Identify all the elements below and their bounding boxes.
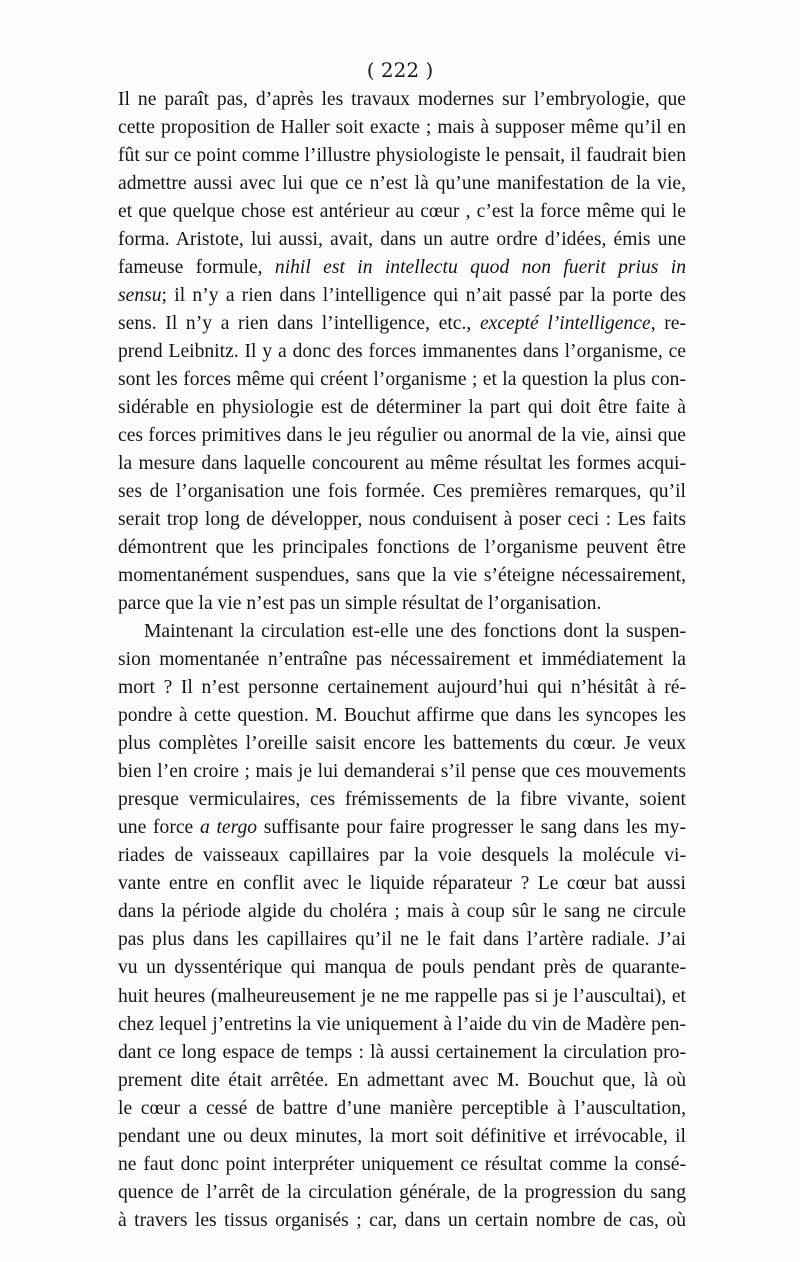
italic-phrase: excepté l’intelligence xyxy=(479,313,651,335)
italic-phrase: nihil est in intellectu quod non fuerit prius in xyxy=(274,257,687,279)
text-line xyxy=(118,674,686,702)
text-run: sion momentanée n’entraîne pas nécessairement et immédiatement la xyxy=(118,649,686,671)
text-line xyxy=(118,646,686,674)
paragraph xyxy=(118,86,686,618)
text-line xyxy=(118,814,686,842)
text-line xyxy=(118,842,686,870)
text-line xyxy=(118,1179,686,1207)
text-line xyxy=(118,898,686,926)
text-line xyxy=(118,702,686,730)
text-line xyxy=(118,1095,686,1123)
text-run: prend Leibnitz. Il y a donc des forces immanentes dans l’organisme, ce xyxy=(118,341,686,363)
text-run: démontrent que les principales fonctions de l’organisme peuvent être xyxy=(118,537,686,559)
text-line xyxy=(118,170,686,198)
text-line xyxy=(118,114,686,142)
text-line xyxy=(118,422,686,450)
text-run: et que quelque chose est antérieur au cœur , c’est la force même qui le xyxy=(118,201,686,223)
text-run: vante entre en conflit avec le liquide réparateur ? Le cœur bat aussi xyxy=(118,873,686,895)
text-run: prement dite était arrêtée. En admettant avec M. Bouchut que, là où xyxy=(118,1069,686,1091)
text-run: ne faut donc point interpréter uniquement ce résultat comme la consé- xyxy=(118,1153,686,1175)
text-line xyxy=(118,506,686,534)
text-run: la mesure dans laquelle concourent au même résultat les formes acqui- xyxy=(118,453,686,475)
text-run: ; il n’y a rien dans l’intelligence qui n’ait passé par la porte des xyxy=(161,285,686,307)
text-line xyxy=(118,983,686,1011)
text-line xyxy=(118,1207,686,1235)
text-line xyxy=(118,590,686,618)
text-run: bien l’en croire ; mais je lui demanderai s’il pense que ces mouvements xyxy=(118,761,686,783)
text-line xyxy=(118,926,686,954)
text-run: ces forces primitives dans le jeu régulier ou anormal de la vie, ainsi que xyxy=(118,425,686,447)
text-line xyxy=(118,1039,686,1067)
text-line xyxy=(118,534,686,562)
text-run: le cœur a cessé de battre d’une manière perceptible à l’auscultation, xyxy=(118,1097,686,1119)
text-line xyxy=(118,282,686,310)
text-line xyxy=(118,338,686,366)
text-run: suffisante pour faire progresser le sang dans les my- xyxy=(257,817,686,839)
text-run: cette proposition de Haller soit exacte ; mais à supposer même qu’il en xyxy=(118,117,686,139)
text-run: sont les forces même qui créent l’organisme ; et la question la plus con- xyxy=(118,369,686,391)
text-run: quence de l’arrêt de la circulation générale, de la progression du sang xyxy=(118,1181,686,1203)
text-run: plus complètes l’oreille saisit encore les battements du cœur. Je veux xyxy=(118,733,686,755)
page-number: ( 222 ) xyxy=(366,58,434,82)
text-line xyxy=(118,730,686,758)
text-run: Il ne paraît pas, d’après les travaux modernes sur l’embryologie, que xyxy=(118,89,686,110)
text-run: fameuse formule, xyxy=(118,257,275,279)
text-line xyxy=(118,758,686,786)
text-run: mort ? Il n’est personne certainement aujourd’hui qui n’hésitât à ré- xyxy=(118,677,686,699)
text-run: fût sur ce point comme l’illustre physiologiste le pensait, il faudrait bien xyxy=(118,145,686,167)
text-line xyxy=(118,226,686,254)
text-run: admettre aussi avec lui que ce n’est là qu’une manifestation de la vie, xyxy=(118,173,686,195)
text-run: pendant une ou deux minutes, la mort soit définitive et irrévocable, il xyxy=(118,1125,686,1147)
text-run: dans la période algide du choléra ; mais à coup sûr le sang ne circule xyxy=(118,901,686,923)
text-line xyxy=(118,142,686,170)
text-run: dant ce long espace de temps : là aussi certainement la circulation pro- xyxy=(118,1041,686,1063)
text-line xyxy=(118,870,686,898)
text-run: vu un dyssentérique qui manqua de pouls pendant près de quarante- xyxy=(118,957,686,979)
text-run: presque vermiculaires, ces frémissements de la fibre vivante, soient xyxy=(118,789,686,811)
text-line xyxy=(118,562,686,590)
text-line xyxy=(118,1067,686,1095)
text-line xyxy=(118,1151,686,1179)
text-line xyxy=(118,1011,686,1039)
text-run: serait trop long de développer, nous conduisent à poser ceci : Les faits xyxy=(118,509,686,531)
text-line xyxy=(118,310,686,338)
italic-phrase: a tergo xyxy=(199,817,258,839)
text-run: ses de l’organisation une fois formée. Ces premières remarques, qu’il xyxy=(118,481,686,503)
text-line xyxy=(118,478,686,506)
text-line xyxy=(118,786,686,814)
text-run: parce que la vie n’est pas un simple résultat de l’organisation. xyxy=(118,593,602,615)
text-run: riades de vaisseaux capillaires par la voie desquels la molécule vi- xyxy=(118,845,686,867)
text-run: chez lequel j’entretins la vie uniquement à l’aide du vin de Madère pen- xyxy=(118,1013,686,1035)
text-run: momentanément suspendues, sans que la vie s’éteigne nécessairement, xyxy=(118,565,686,587)
text-line xyxy=(118,198,686,226)
text-run: forma. Aristote, lui aussi, avait, dans un autre ordre d’idées, émis une xyxy=(118,229,686,251)
body-text xyxy=(118,86,686,1235)
text-run: Maintenant la circulation est-elle une des fonctions dont la suspen- xyxy=(144,621,686,643)
text-run: huit heures (malheureusement je ne me rappelle pas si je l’auscultai), et xyxy=(118,985,686,1007)
text-run: sens. Il n’y a rien dans l’intelligence, etc., xyxy=(118,313,480,335)
text-line xyxy=(118,366,686,394)
text-line xyxy=(118,954,686,982)
text-line xyxy=(118,450,686,478)
text-run: , re- xyxy=(650,313,687,335)
text-run: à travers les tissus organisés ; car, dans un certain nombre de cas, où xyxy=(118,1209,686,1231)
text-run: une force xyxy=(118,817,200,839)
text-line xyxy=(118,1123,686,1151)
text-line xyxy=(118,618,686,646)
text-run: pondre à cette question. M. Bouchut affirme que dans les syncopes les xyxy=(118,705,686,727)
italic-phrase: sensu xyxy=(118,285,162,307)
text-line xyxy=(118,254,686,282)
paragraph xyxy=(118,618,686,1234)
text-line xyxy=(118,394,686,422)
text-line xyxy=(118,86,686,114)
text-run: pas plus dans les capillaires qu’il ne le fait dans l’artère radiale. J’ai xyxy=(118,929,686,951)
text-run: sidérable en physiologie est de déterminer la part qui doit être faite à xyxy=(118,397,686,419)
